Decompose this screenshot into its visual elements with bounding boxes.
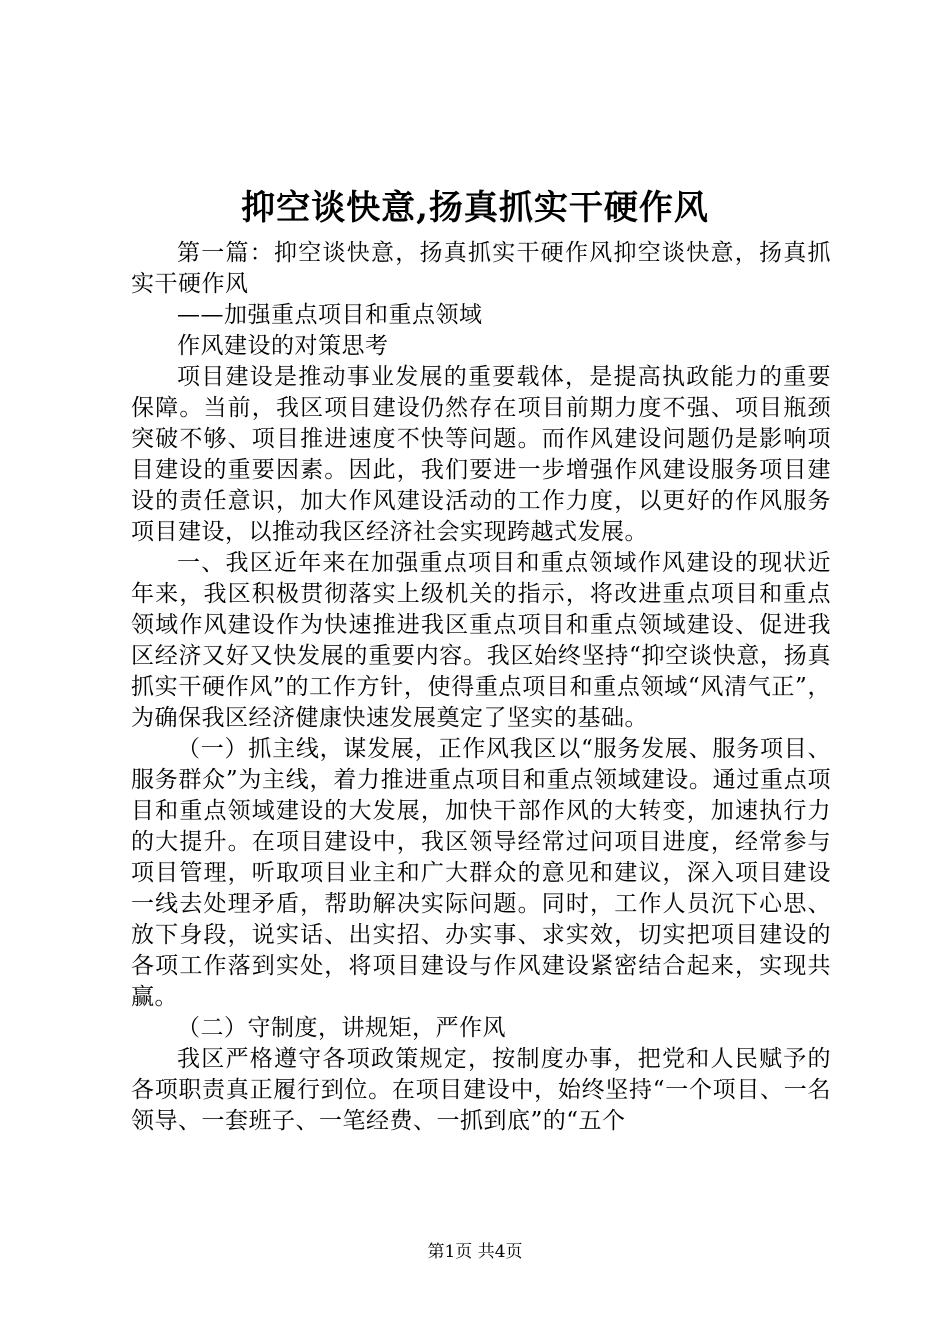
document-title: 抑空谈快意,扬真抓实干硬作风 — [241, 188, 709, 228]
document-body — [131, 238, 831, 1137]
paragraph-subsection-two-heading: （二）守制度，讲规矩，严作风 — [177, 1015, 506, 1041]
paragraph-subtitle-line1: ——加强重点项目和重点领域 — [177, 302, 483, 328]
page-number-footer: 第1页 共4页 — [427, 1242, 523, 1262]
paragraph-subsection-two-body: 我区严格遵守各项政策规定，按制度办事，把党和人民赋予的各项职责真正履行到位。在项目建设中，始终坚持“一个项目、一名领导、一套班子、一笔经费、一抓到底”的“五个 — [131, 1046, 831, 1134]
paragraph-intro: 第一篇：抑空谈快意，扬真抓实干硬作风抑空谈快意，扬真抓实干硬作风 — [131, 240, 831, 297]
paragraph-subsection-one: （一）抓主线，谋发展，正作风我区以“服务发展、服务项目、服务群众”为主线，着力推进重点项目和重点领域建设。通过重点项目和重点领域建设的大发展，加快干部作风的大转变，加速执行力的大提升。在项目建设中，我区领导经常过问项目进度，经常参与项目管理，听取项目业主和广大群众的意见和建议，深入项目建设一线去处理矛盾，帮助解决实际问题。同时，工作人员沉下心思、放下身段，说实话、出实招、办实事、求实效，切实把项目建设的各项工作落到实处，将项目建设与作风建设紧密结合起来，实现共赢。 — [131, 736, 831, 1010]
paragraph-section-one: 一、我区近年来在加强重点项目和重点领域作风建设的现状近年来，我区积极贯彻落实上级机关的指示，将改进重点项目和重点领域作风建设作为快速推进我区重点项目和重点领域建设、促进我区经济又好又快发展的重要内容。我区始终坚持“抑空谈快意，扬真抓实干硬作风”的工作方针，使得重点项目和重点领域“风清气正”，为确保我区经济健康快速发展奠定了坚实的基础。 — [131, 550, 831, 731]
paragraph-project-importance: 项目建设是推动事业发展的重要载体，是提高执政能力的重要保障。当前，我区项目建设仍然存在项目前期力度不强、项目瓶颈突破不够、项目推进速度不快等问题。而作风建设问题仍是影响项目建设的重要因素。因此，我们要进一步增强作风建设服务项目建设的责任意识，加大作风建设活动的工作力度，以更好的作风服务项目建设，以推动我区经济社会实现跨越式发展。 — [131, 364, 831, 545]
paragraph-subtitle-line2: 作风建设的对策思考 — [177, 333, 389, 359]
